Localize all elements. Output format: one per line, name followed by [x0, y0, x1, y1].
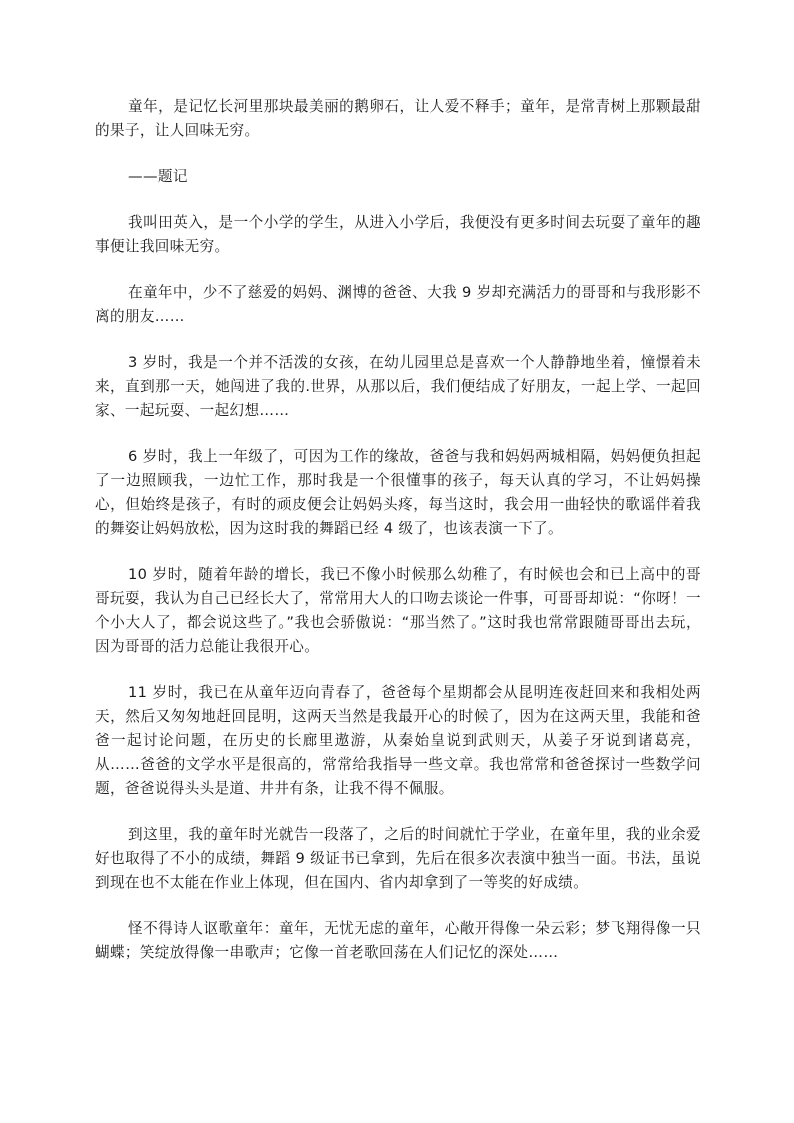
body-paragraph: 10 岁时，随着年龄的增长，我已不像小时候那么幼稚了，有时候也会和已上高中的哥哥玩耍，我认为自己已经长大了，常常用大人的口吻去谈论一件事，可哥哥却说：“你呀！一个小大人了，都会说这些了。”我也会骄傲说：“那当然了。”这时我也常常跟随哥哥出去玩，因为哥哥的活力总能让我很开心。 [95, 566, 701, 655]
closing-paragraph: 怪不得诗人讴歌童年：童年，无忧无虑的童年，心敞开得像一朵云彩；梦飞翔得像一只蝴蝶；笑绽放得像一串歌声；它像一首老歌回荡在人们记忆的深处…… [95, 920, 701, 961]
body-paragraph: 11 岁时，我已在从童年迈向青春了，爸爸每个星期都会从昆明连夜赶回来和我相处两天，然后又匆匆地赶回昆明，这两天当然是我最开心的时候了，因为在这两天里，我能和爸爸一起讨论问题，在历史的长廊里遨游，从秦始皇说到武则天，从姜子牙说到诸葛亮，从……爸爸的文学水平是很高的，常常给我指导一些文章。我也常常和爸爸探讨一些数学问题，爸爸说得头头是道、井井有条，让我不得不佩服。 [95, 684, 701, 797]
body-paragraph: 我叫田英入，是一个小学的学生，从进入小学后，我便没有更多时间去玩耍了童年的趣事便让我回味无穷。 [95, 214, 701, 255]
body-paragraph: 3 岁时，我是一个并不活泼的女孩，在幼儿园里总是喜欢一个人静静地坐着，憧憬着未来，直到那一天，她闯进了我的.世界，从那以后，我们便结成了好朋友，一起上学、一起回家、一起玩耍、一起幻想…… [95, 354, 701, 419]
intro-paragraph: 童年，是记忆长河里那块最美丽的鹅卵石，让人爱不释手；童年，是常青树上那颗最甜的果子，让人回味无穷。 [95, 98, 701, 139]
body-paragraph: 在童年中，少不了慈爱的妈妈、渊博的爸爸、大我 9 岁却充满活力的哥哥和与我形影不离的朋友…… [95, 284, 701, 325]
body-paragraph: 到这里，我的童年时光就告一段落了，之后的时间就忙于学业，在童年里，我的业余爱好也取得了不小的成绩，舞蹈 9 级证书已拿到，先后在很多次表演中独当一面。书法，虽说到现在也不太能在作业上体现，但在国内、省内却拿到了一等奖的好成绩。 [95, 826, 701, 891]
document-page [95, 95, 701, 987]
body-paragraph: 6 岁时，我上一年级了，可因为工作的缘故，爸爸与我和妈妈两城相隔，妈妈便负担起了一边照顾我，一边忙工作，那时我是一个很懂事的孩子，每天认真的学习，不让妈妈操心，但始终是孩子，有时的顽皮便会让妈妈头疼，每当这时，我会用一曲轻快的歌谣伴着我的舞姿让妈妈放松，因为这时我的舞蹈已经 4 级了，也该表演一下了。 [95, 448, 701, 537]
epigraph-attribution: ——题记 [128, 168, 188, 185]
